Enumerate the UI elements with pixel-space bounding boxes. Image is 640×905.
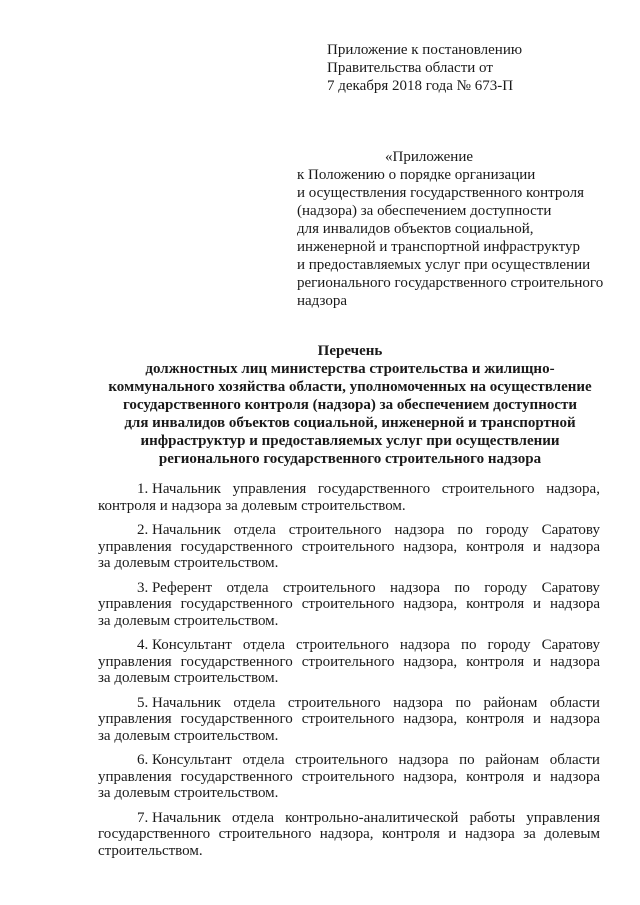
list-item-line <box>98 826 600 843</box>
word: управления <box>98 768 172 785</box>
annex-line: для инвалидов объектов социальной, <box>297 221 534 237</box>
word: надзора <box>550 538 600 555</box>
word: по <box>454 579 470 596</box>
word: отдела <box>242 752 285 768</box>
word: работы <box>469 809 516 826</box>
heading-line: государственного контроля (надзора) за обеспечением доступности <box>122 397 578 413</box>
word: долевым <box>544 826 600 842</box>
word: городу <box>485 522 529 538</box>
word: государственного <box>180 538 293 555</box>
heading-title: Перечень <box>317 343 383 359</box>
word: контроля <box>466 768 525 785</box>
word: 7. Начальник <box>137 809 221 826</box>
word: надзора <box>550 768 600 785</box>
list-item-line <box>98 711 600 728</box>
word: и <box>533 711 542 727</box>
word: и <box>533 653 542 670</box>
approval-line: 7 декабря 2018 года № 673-П <box>327 78 514 94</box>
word: строительного <box>301 768 395 785</box>
word: отдела <box>226 579 269 596</box>
word: строительного <box>288 522 382 538</box>
word: строительного <box>218 826 312 842</box>
word: городу <box>484 579 528 596</box>
word: и <box>533 768 542 785</box>
list-item-first-line <box>98 752 600 769</box>
word: Саратову <box>541 637 600 653</box>
list-item-first-line <box>98 695 600 712</box>
word: государственного <box>180 596 293 612</box>
word: надзора <box>550 596 600 612</box>
word: и <box>448 826 457 842</box>
list-item-last-line: за долевым строительством. <box>98 555 279 571</box>
word: контроля <box>466 538 525 555</box>
word: надзора <box>550 711 600 727</box>
word: области <box>549 694 600 711</box>
word: за <box>523 826 536 842</box>
list-item <box>98 580 600 630</box>
word: государственного <box>180 768 293 785</box>
word: надзора, <box>403 538 458 555</box>
approval-line: Приложение к постановлению <box>327 42 523 58</box>
word: надзора, <box>546 481 600 497</box>
list-item-line <box>98 539 600 556</box>
word: области <box>549 752 600 768</box>
word: надзора <box>550 653 600 670</box>
heading-line: инфраструктур и предоставляемых услуг при осуществлении <box>140 433 560 449</box>
word: управления <box>232 481 307 497</box>
list-heading <box>80 342 620 468</box>
word: государственного <box>98 826 211 842</box>
list-item-line <box>98 654 600 671</box>
word: районам <box>483 694 538 711</box>
heading-line: коммунального хозяйства области, уполномоченных на осуществление <box>108 379 592 395</box>
heading-line: должностных лиц министерства строительства и жилищно- <box>145 361 555 377</box>
word: 5. Начальник <box>137 694 221 711</box>
word: надзора, <box>403 768 458 785</box>
word: надзора <box>398 752 449 768</box>
word: надзора, <box>403 653 458 670</box>
word: надзора, <box>319 826 374 842</box>
word: строительного <box>282 579 376 596</box>
list-item-first-line <box>98 481 600 498</box>
word: и <box>533 596 542 612</box>
word: строительного <box>296 637 389 653</box>
word: и <box>533 538 542 555</box>
word: управления <box>98 653 172 670</box>
annex-line: (надзора) за обеспечением доступности <box>297 203 552 219</box>
word: надзора, <box>403 596 458 612</box>
heading-line: регионального государственного строительного надзора <box>158 451 542 467</box>
word: надзора <box>399 637 450 653</box>
word: управления <box>98 538 172 555</box>
list-item-last-line: за долевым строительством. <box>98 670 279 686</box>
list-item-first-line <box>98 580 600 597</box>
word: городу <box>487 637 531 653</box>
list-item-line <box>98 769 600 786</box>
word: отдела <box>233 694 276 711</box>
positions-list <box>98 481 600 867</box>
word: контрольно-аналитической <box>285 809 459 826</box>
word: управления <box>98 596 172 612</box>
word: по <box>459 752 475 768</box>
word: контроля <box>381 826 440 842</box>
annex-line: надзора <box>297 293 347 309</box>
word: строительного <box>301 653 395 670</box>
annex-block <box>297 148 617 310</box>
word: 3. Референт <box>137 579 213 596</box>
word: контроля <box>466 596 525 612</box>
word: надзора <box>393 694 444 711</box>
word: контроля <box>466 711 525 727</box>
word: надзора, <box>403 711 458 727</box>
word: Саратову <box>541 522 600 538</box>
word: 6. Консультант <box>137 752 232 768</box>
word: государственного <box>180 711 293 727</box>
word: по <box>455 694 472 711</box>
list-item <box>98 522 600 572</box>
word: по <box>460 637 477 653</box>
word: государственного <box>317 481 431 497</box>
word: управления <box>526 809 600 826</box>
word: отдела <box>242 637 285 653</box>
list-item-last-line: строительством. <box>98 842 203 859</box>
word: строительного <box>287 694 381 711</box>
list-item-last-line: контроля и надзора за долевым строительством. <box>98 497 406 514</box>
approval-line: Правительства области от <box>327 60 493 76</box>
word: по <box>457 522 473 538</box>
annex-line: и осуществления государственного контроля <box>297 185 585 201</box>
approval-block <box>327 41 522 95</box>
word: строительного <box>301 538 395 555</box>
list-item-line <box>98 596 600 613</box>
word: отдела <box>231 809 275 826</box>
list-item <box>98 810 600 860</box>
list-item-first-line <box>98 522 600 539</box>
annex-line: к Положению о порядке организации <box>297 167 536 183</box>
word: контроля <box>466 653 525 670</box>
word: отдела <box>233 522 276 538</box>
word: Саратову <box>541 579 600 596</box>
annex-line: инженерной и транспортной инфраструктур <box>297 239 580 255</box>
annex-title: «Приложение <box>385 149 474 165</box>
word: строительного <box>301 711 395 727</box>
word: строительного <box>295 752 388 768</box>
annex-line: регионального государственного строительного <box>297 275 604 291</box>
list-item-last-line: за долевым строительством. <box>98 785 279 801</box>
list-item-first-line <box>98 810 600 827</box>
list-item-first-line <box>98 637 600 654</box>
word: строительного <box>441 481 535 497</box>
word: надзора <box>394 522 445 538</box>
word: 4. Консультант <box>137 637 232 653</box>
list-item <box>98 752 600 802</box>
word: надзора <box>464 826 515 842</box>
list-item <box>98 695 600 745</box>
annex-line: и предоставляемых услуг при осуществлении <box>297 257 591 273</box>
word: надзора <box>390 579 441 596</box>
list-item-last-line: за долевым строительством. <box>98 727 279 744</box>
list-item <box>98 481 600 514</box>
word: управления <box>98 711 172 727</box>
heading-line: для инвалидов объектов социальной, инженерной и транспортной <box>124 415 576 431</box>
list-item-last-line: за долевым строительством. <box>98 612 279 629</box>
word: строительного <box>301 596 395 612</box>
word: районам <box>485 752 540 768</box>
list-item <box>98 637 600 687</box>
word: 1. Начальник <box>137 481 221 497</box>
word: 2. Начальник <box>137 522 221 538</box>
word: государственного <box>180 653 293 670</box>
